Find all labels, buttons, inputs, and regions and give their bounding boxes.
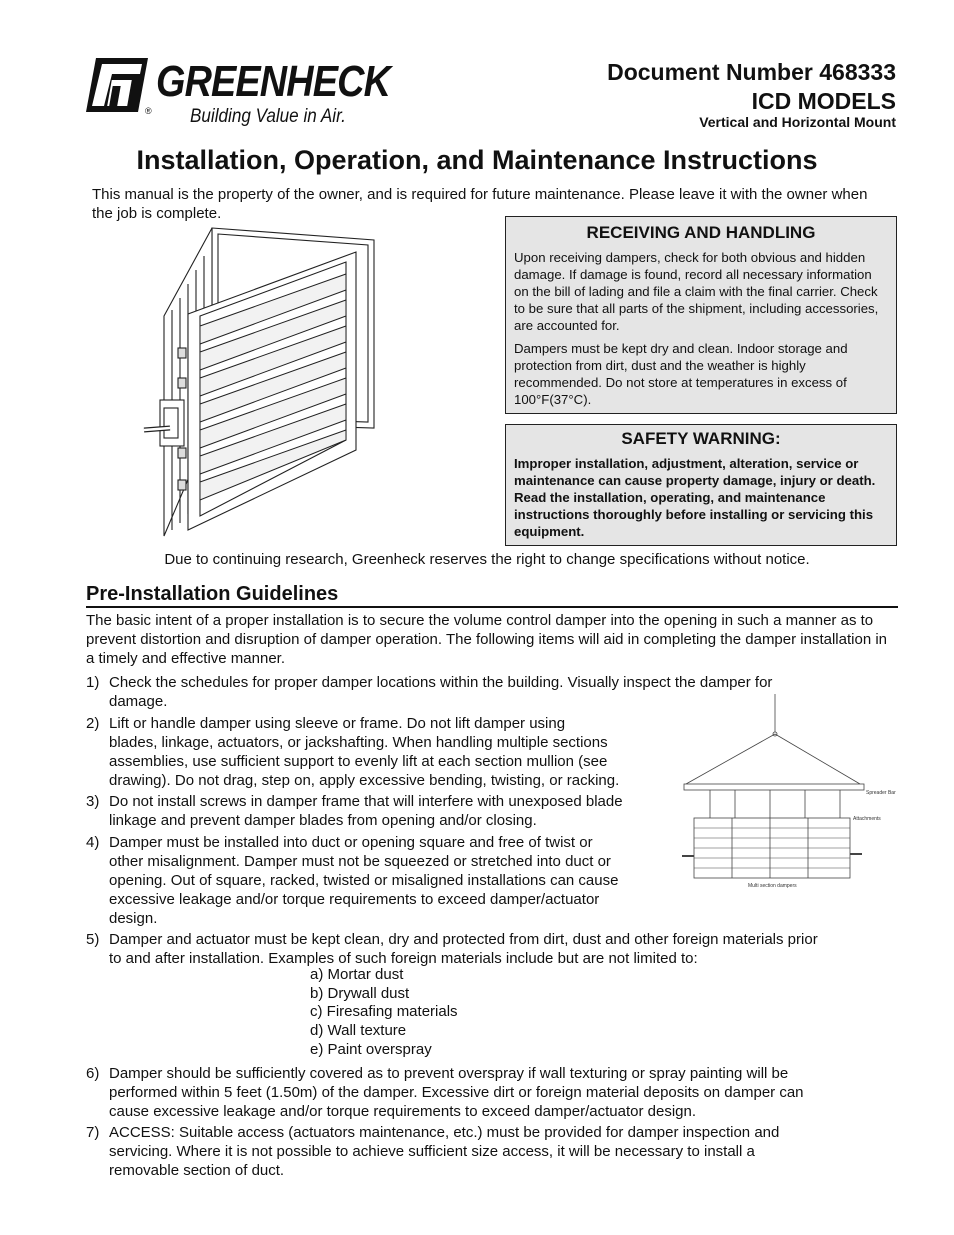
list-item: c) Firesafing materials (310, 1003, 458, 1021)
item-line: Check the schedules for proper damper locations within the building. Visually inspect the damper for (109, 674, 773, 691)
item-line: assemblies, use sufficient support to evenly lift at each section mullion (see (109, 753, 608, 770)
safety-text: Improper installation, adjustment, alteration, service or maintenance can cause property damage, injury or death. Read the installation, operating, and maintenance instructions thoroughly before installing or servicing this equipment. (514, 456, 876, 539)
damper-illustration (142, 218, 382, 540)
item-line: opening. Out of square, racked, twisted or misaligned installations can cause (109, 872, 619, 889)
brand-name: GREENHECK (156, 57, 391, 106)
item-line: other misalignment. Damper must not be squeezed or stretched into duct or (109, 853, 611, 870)
item-number: 2) (86, 715, 100, 732)
item-number: 1) (86, 674, 100, 691)
item-text (109, 833, 618, 928)
item-line: removable section of duct. (109, 1162, 285, 1179)
brand-tagline: Building Value in Air. (190, 106, 346, 127)
receiving-handling-box (505, 216, 897, 414)
safety-heading: SAFETY WARNING: (621, 429, 781, 448)
item-line: to and after installation. Examples of such foreign materials include but are not limited to: (109, 950, 698, 967)
receiving-paragraph-2: Dampers must be kept dry and clean. Indoor storage and protection from dirt, dust and the weather is highly recommended. Do not store at temperatures in excess of 100°F(37°C). (514, 341, 848, 407)
page-title: Installation, Operation, and Maintenance Instructions (136, 145, 818, 175)
item-line: performed within 5 feet (1.50m) of the damper. Excessive dirt or foreign material deposits on damper can (109, 1084, 804, 1101)
specifications-notice: Due to continuing research, Greenheck reserves the right to change specifications without notice. (164, 551, 810, 568)
item-number: 4) (86, 834, 100, 851)
item-text (109, 673, 772, 711)
foreign-materials-list (310, 966, 458, 1060)
item-line: blades, linkage, actuators, or jackshafting. When handling multiple sections (109, 734, 608, 751)
item-line: drawing). Do not drag, step on, apply excessive bending, twisting, or racking. (109, 772, 620, 789)
item-number: 7) (86, 1124, 100, 1141)
item-number: 3) (86, 793, 100, 810)
document-number: Document Number 468333 (607, 59, 896, 85)
item-line: Lift or handle damper using sleeve or frame. Do not lift damper using (109, 715, 566, 732)
models-title: ICD MODELS (751, 88, 896, 114)
item-line: Damper and actuator must be kept clean, dry and protected from dirt, dust and other foreign materials prior (109, 931, 818, 948)
spreader-bar-label: Spreader Bar (866, 790, 896, 796)
item-text (109, 930, 818, 968)
item-text (109, 792, 623, 830)
item-number: 5) (86, 931, 100, 948)
registered-mark: ® (145, 106, 152, 116)
intro-paragraph: This manual is the property of the owner, and is required for future maintenance. Please leave it with the owner when the job is complete. (92, 186, 868, 222)
attachments-label: Attachments (853, 816, 881, 822)
greenheck-logo-mark (84, 56, 150, 114)
item-line: Damper should be sufficiently covered as to prevent overspray if wall texturing or spray painting will be (109, 1065, 789, 1082)
section-heading: Pre-Installation Guidelines (86, 583, 339, 605)
item-line: ACCESS: Suitable access (actuators maintenance, etc.) must be provided for damper inspection and (109, 1124, 780, 1141)
lifting-diagram (680, 692, 900, 892)
list-item: b) Drywall dust (310, 984, 410, 1002)
receiving-paragraph-1: Upon receiving dampers, check for both obvious and hidden damage. If damage is found, record all necessary information on the bill of lading and file a claim with the final carrier. Check to be sure that all parts of the shipment, including accessories, are accounted for. (514, 250, 879, 333)
preinstall-intro: The basic intent of a proper installation is to secure the volume control damper into the opening in such a manner as to prevent distortion and disruption of damper operation. The following items will aid in completing the damper installation in a timely and effective manner. (86, 612, 887, 667)
list-item: a) Mortar dust (310, 966, 404, 983)
list-item: e) Paint overspray (310, 1040, 432, 1058)
section-divider (86, 606, 898, 608)
item-line: design. (109, 910, 158, 927)
item-number: 6) (86, 1065, 100, 1082)
receiving-heading: RECEIVING AND HANDLING (586, 223, 816, 242)
item-text (109, 1123, 779, 1180)
mount-subtitle: Vertical and Horizontal Mount (699, 114, 896, 130)
multi-section-label: Multi section dampers (748, 883, 797, 889)
item-line: linkage and prevent damper blades from opening and/or closing. (109, 812, 537, 829)
item-line: excessive leakage and/or torque requirements to exceed damper/actuator (109, 891, 600, 908)
safety-warning-box (505, 424, 897, 546)
item-text (109, 1064, 804, 1121)
item-line: damage. (109, 693, 168, 710)
item-line: Damper must be installed into duct or opening square and free of twist or (109, 834, 593, 851)
item-line: cause excessive leakage and/or torque requirements to exceed damper/actuator design. (109, 1103, 697, 1120)
item-text (109, 714, 619, 790)
item-line: Do not install screws in damper frame that will interfere with unexposed blade (109, 793, 623, 810)
list-item: d) Wall texture (310, 1022, 407, 1040)
item-line: servicing. Where it is not possible to achieve sufficient size access, it will be necessary to install a (109, 1143, 755, 1160)
